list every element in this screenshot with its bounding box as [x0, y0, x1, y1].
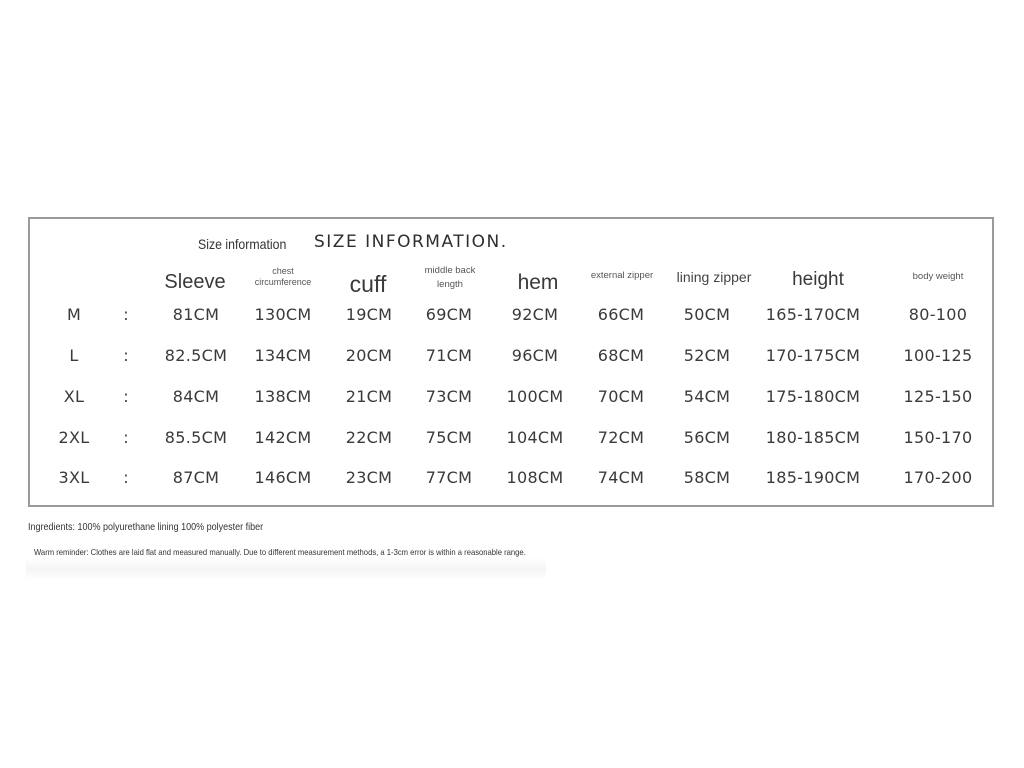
- header-hem: hem: [517, 271, 559, 294]
- cell-sleeve: 84CM: [172, 387, 220, 406]
- title-size-information: Size information: [198, 236, 287, 252]
- cell-external-zipper: 66CM: [597, 305, 645, 324]
- cell-body-weight: 125-150: [903, 387, 973, 406]
- cell-height: 170-175CM: [765, 346, 861, 365]
- cell-chest: 138CM: [254, 387, 312, 406]
- size-label: XL: [63, 387, 85, 406]
- size-label: 2XL: [58, 428, 90, 447]
- cell-lining-zipper: 52CM: [683, 346, 731, 365]
- cell-lining-zipper: 54CM: [683, 387, 731, 406]
- cell-body-weight: 80-100: [908, 305, 968, 324]
- cell-body-weight: 170-200: [903, 468, 973, 487]
- cell-external-zipper: 74CM: [597, 468, 645, 487]
- cell-sleeve: 82.5CM: [164, 346, 228, 365]
- size-separator: :: [123, 346, 129, 365]
- cell-cuff: 22CM: [345, 428, 393, 447]
- cell-external-zipper: 70CM: [597, 387, 645, 406]
- cell-chest: 146CM: [254, 468, 312, 487]
- cell-cuff: 21CM: [345, 387, 393, 406]
- cell-height: 175-180CM: [765, 387, 861, 406]
- cell-middle-back: 71CM: [425, 346, 473, 365]
- size-separator: :: [123, 428, 129, 447]
- cell-lining-zipper: 50CM: [683, 305, 731, 324]
- cell-external-zipper: 68CM: [597, 346, 645, 365]
- size-label: L: [69, 346, 79, 365]
- cell-body-weight: 150-170: [903, 428, 973, 447]
- title-size-information-caps: SIZE INFORMATION.: [314, 232, 508, 252]
- cell-chest: 130CM: [254, 305, 312, 324]
- cell-hem: 92CM: [511, 305, 559, 324]
- header-external-zipper: external zipper: [590, 270, 654, 281]
- cell-hem: 108CM: [506, 468, 564, 487]
- warm-reminder-note: Warm reminder: Clothes are laid flat and measured manually. Due to different measurement methods, a 1-3cm error is within a reasonable range.: [34, 547, 526, 557]
- cell-hem: 100CM: [506, 387, 564, 406]
- header-middle-back-length: middle back length: [424, 265, 476, 290]
- cell-hem: 104CM: [506, 428, 564, 447]
- cell-middle-back: 77CM: [425, 468, 473, 487]
- cell-chest: 142CM: [254, 428, 312, 447]
- cell-chest: 134CM: [254, 346, 312, 365]
- cell-middle-back: 75CM: [425, 428, 473, 447]
- cell-sleeve: 81CM: [172, 305, 220, 324]
- cell-hem: 96CM: [511, 346, 559, 365]
- cell-middle-back: 73CM: [425, 387, 473, 406]
- header-body-weight: body weight: [912, 271, 964, 282]
- size-separator: :: [123, 305, 129, 324]
- size-label: 3XL: [58, 468, 90, 487]
- cell-height: 185-190CM: [765, 468, 861, 487]
- cell-body-weight: 100-125: [903, 346, 973, 365]
- cell-height: 165-170CM: [765, 305, 861, 324]
- size-label: M: [66, 305, 82, 324]
- header-lining-zipper: lining zipper: [676, 269, 752, 285]
- header-chest-circumference: chest circumference: [254, 266, 312, 288]
- faded-text-shadow: [26, 558, 546, 580]
- cell-sleeve: 87CM: [172, 468, 220, 487]
- size-separator: :: [123, 468, 129, 487]
- cell-lining-zipper: 58CM: [683, 468, 731, 487]
- cell-cuff: 19CM: [345, 305, 393, 324]
- cell-middle-back: 69CM: [425, 305, 473, 324]
- cell-cuff: 23CM: [345, 468, 393, 487]
- cell-cuff: 20CM: [345, 346, 393, 365]
- cell-lining-zipper: 56CM: [683, 428, 731, 447]
- ingredients-note: Ingredients: 100% polyurethane lining 100% polyester fiber: [28, 522, 264, 533]
- header-height: height: [792, 269, 844, 290]
- size-separator: :: [123, 387, 129, 406]
- header-cuff: cuff: [349, 271, 387, 297]
- cell-height: 180-185CM: [765, 428, 861, 447]
- cell-external-zipper: 72CM: [597, 428, 645, 447]
- header-sleeve: Sleeve: [164, 271, 226, 293]
- cell-sleeve: 85.5CM: [164, 428, 228, 447]
